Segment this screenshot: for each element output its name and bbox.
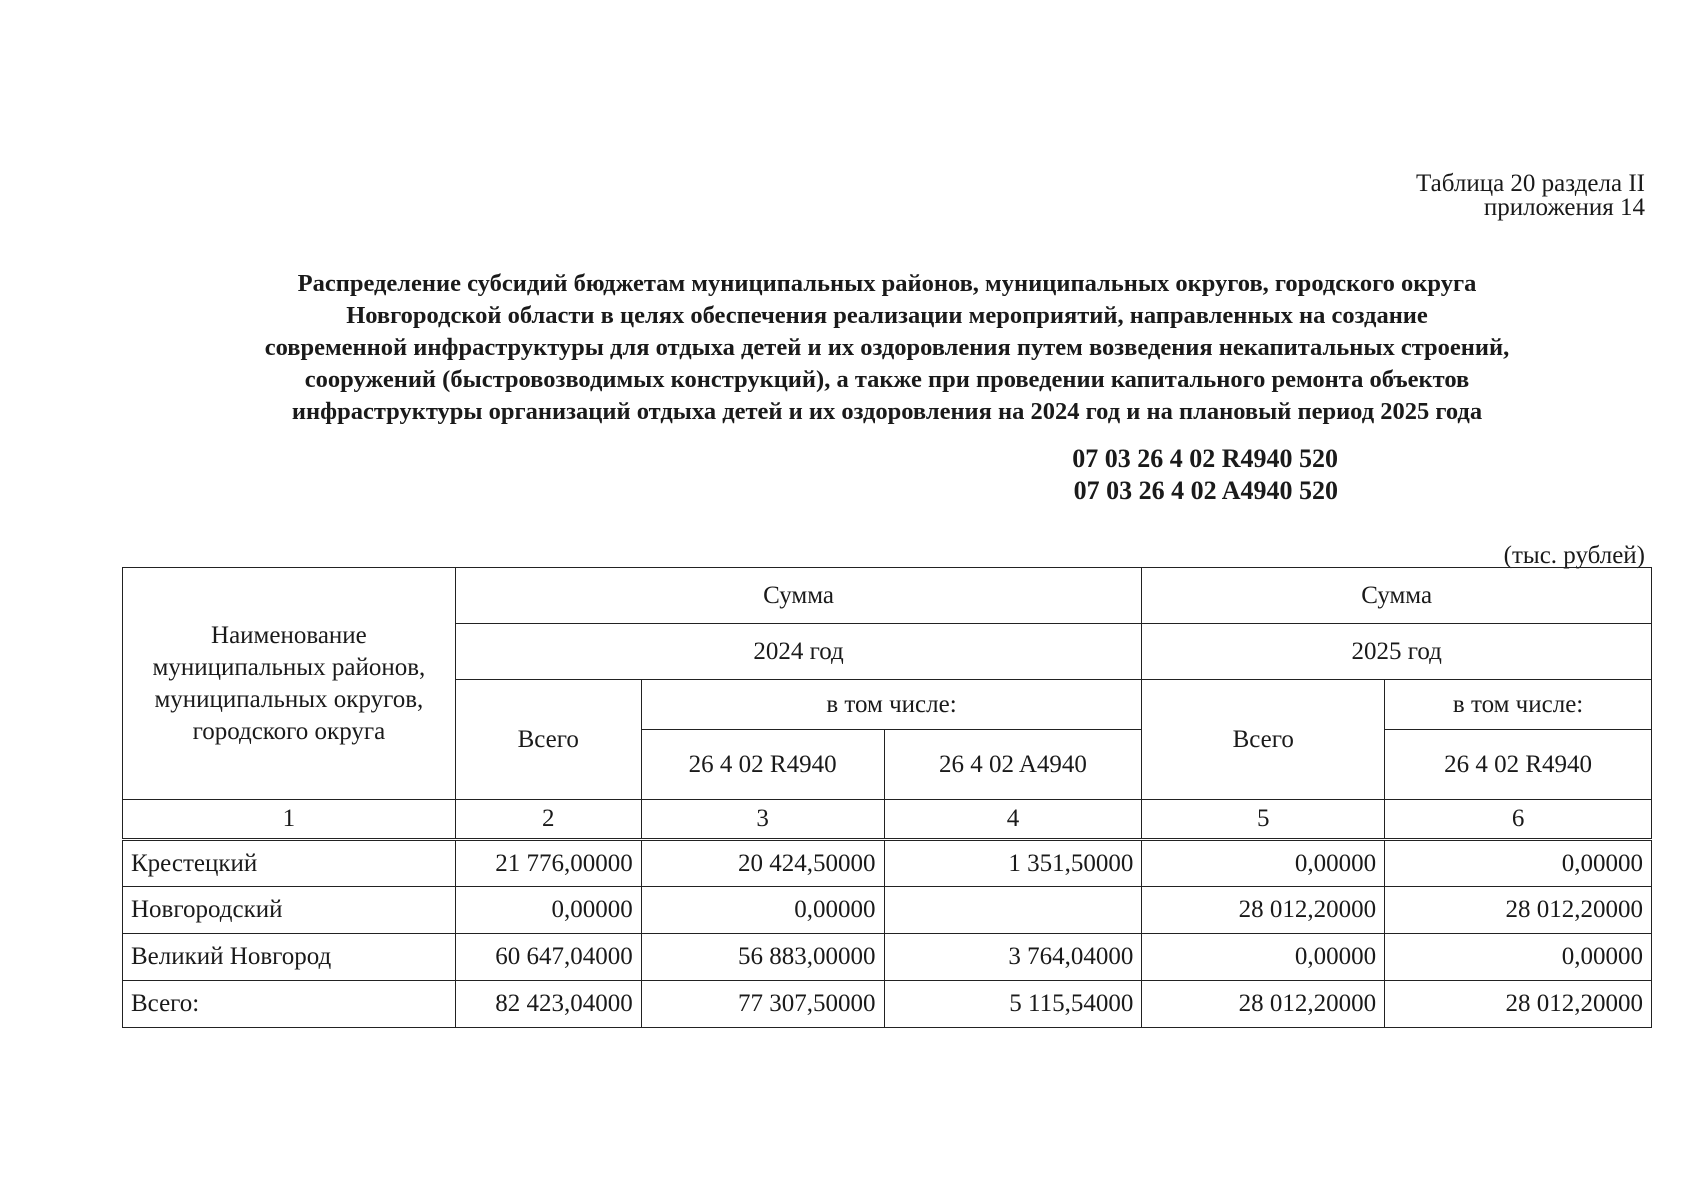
budget-codes bbox=[0, 443, 1350, 507]
table-row bbox=[123, 840, 1652, 887]
grand-total-2025: 28 012,20000 bbox=[1142, 981, 1385, 1028]
header-row-sum bbox=[123, 568, 1652, 624]
r4940-2025-value: 0,00000 bbox=[1385, 840, 1652, 887]
budget-code-1: 07 03 26 4 02 R4940 520 bbox=[1072, 444, 1338, 473]
column-number-4: 4 bbox=[884, 800, 1142, 840]
title-line-1: Распределение субсидий бюджетам муниципальных районов, муниципальных округов, городского округа bbox=[297, 270, 1477, 297]
total-2024-value: 60 647,04000 bbox=[455, 934, 641, 981]
table-row bbox=[123, 887, 1652, 934]
title-line-2: Новгородской области в целях обеспечения реализации мероприятий, направленных на создание bbox=[346, 302, 1428, 329]
grand-total-2024: 82 423,04000 bbox=[455, 981, 641, 1028]
header-code-a4940-2024: 26 4 02 A4940 bbox=[884, 730, 1142, 800]
municipality-name: Великий Новгород bbox=[123, 934, 456, 981]
column-number-1: 1 bbox=[123, 800, 456, 840]
header-including-2024: в том числе: bbox=[641, 680, 1142, 730]
grand-total-r4940-2025: 28 012,20000 bbox=[1385, 981, 1652, 1028]
grand-total-a4940-2024: 5 115,54000 bbox=[884, 981, 1142, 1028]
r4940-2024-value: 56 883,00000 bbox=[641, 934, 884, 981]
table-reference bbox=[1416, 172, 1645, 220]
document-title bbox=[0, 268, 1695, 428]
a4940-2024-value bbox=[884, 887, 1142, 934]
column-number-row bbox=[123, 800, 1652, 840]
total-2025-value: 0,00000 bbox=[1142, 840, 1385, 887]
column-number-2: 2 bbox=[455, 800, 641, 840]
header-code-r4940-2024: 26 4 02 R4940 bbox=[641, 730, 884, 800]
total-2025-value: 0,00000 bbox=[1142, 934, 1385, 981]
header-sum-2024: Сумма bbox=[455, 568, 1142, 624]
r4940-2024-value: 20 424,50000 bbox=[641, 840, 884, 887]
title-line-3: современной инфраструктуры для отдыха детей и их оздоровления путем возведения некапитальных строений, bbox=[264, 334, 1510, 361]
header-including-2025: в том числе: bbox=[1385, 680, 1652, 730]
header-municipality-name: Наименование муниципальных районов, муниципальных округов, городского округа bbox=[123, 568, 456, 800]
units-label: (тыс. рублей) bbox=[1503, 542, 1645, 569]
header-year-2025: 2025 год bbox=[1142, 624, 1652, 680]
budget-code-2: 07 03 26 4 02 A4940 520 bbox=[1073, 476, 1338, 505]
header-total-2025: Всего bbox=[1142, 680, 1385, 800]
table-reference-line-2: приложения 14 bbox=[1483, 194, 1645, 221]
header-year-2024: 2024 год bbox=[455, 624, 1142, 680]
total-2024-value: 21 776,00000 bbox=[455, 840, 641, 887]
table-total-row bbox=[123, 981, 1652, 1028]
title-line-4: сооружений (быстровозводимых конструкций), а также при проведении капитального ремонта объектов bbox=[304, 366, 1470, 393]
total-label: Всего: bbox=[123, 981, 456, 1028]
total-2024-value: 0,00000 bbox=[455, 887, 641, 934]
table-reference-line-1: Таблица 20 раздела II bbox=[1416, 170, 1645, 197]
header-sum-2025: Сумма bbox=[1142, 568, 1652, 624]
column-number-5: 5 bbox=[1142, 800, 1385, 840]
r4940-2024-value: 0,00000 bbox=[641, 887, 884, 934]
r4940-2025-value: 28 012,20000 bbox=[1385, 887, 1652, 934]
a4940-2024-value: 1 351,50000 bbox=[884, 840, 1142, 887]
title-line-5: инфраструктуры организаций отдыха детей и их оздоровления на 2024 год и на плановый период 2025 года bbox=[291, 398, 1483, 425]
column-number-6: 6 bbox=[1385, 800, 1652, 840]
header-code-r4940-2025: 26 4 02 R4940 bbox=[1385, 730, 1652, 800]
header-total-2024: Всего bbox=[455, 680, 641, 800]
r4940-2025-value: 0,00000 bbox=[1385, 934, 1652, 981]
table-row bbox=[123, 934, 1652, 981]
total-2025-value: 28 012,20000 bbox=[1142, 887, 1385, 934]
municipality-name: Крестецкий bbox=[123, 840, 456, 887]
grand-total-r4940-2024: 77 307,50000 bbox=[641, 981, 884, 1028]
column-number-3: 3 bbox=[641, 800, 884, 840]
municipality-name: Новгородский bbox=[123, 887, 456, 934]
a4940-2024-value: 3 764,04000 bbox=[884, 934, 1142, 981]
subsidy-table bbox=[122, 567, 1652, 1028]
